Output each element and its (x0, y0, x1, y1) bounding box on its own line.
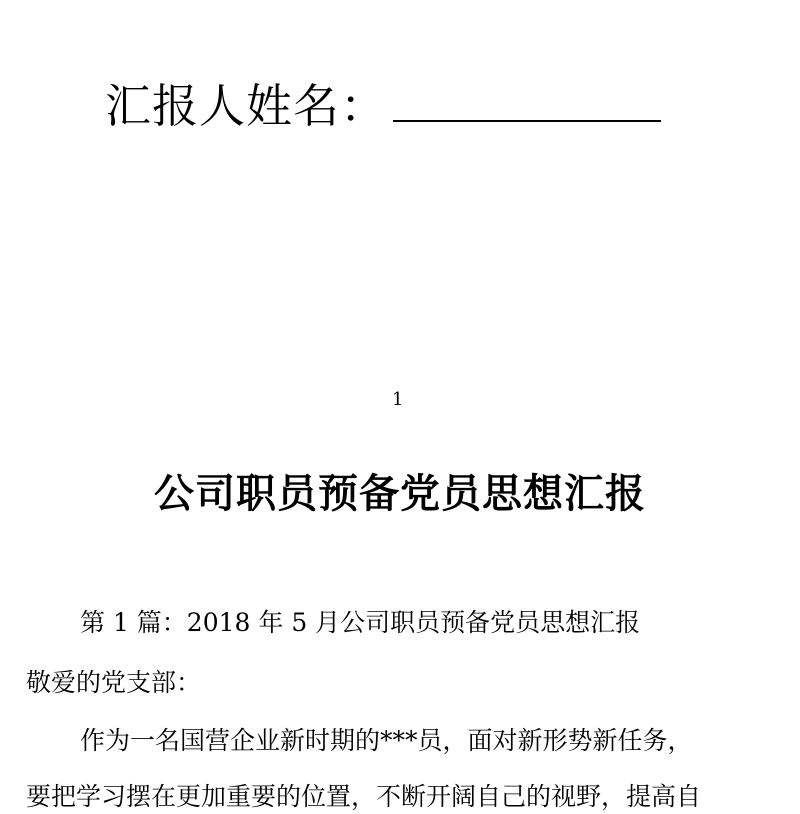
reporter-name-line (105, 78, 661, 134)
reporter-name-blank (393, 80, 661, 122)
page-number: 1 (392, 389, 404, 410)
body-paragraph-line: 作为一名国营企业新时期的***员，面对新形势新任务， (80, 726, 693, 755)
document-title: 公司职员预备党员思想汇报 (154, 470, 646, 517)
body-paragraph-line: 要把学习摆在更加重要的位置，不断开阔自己的视野，提高自 (26, 782, 702, 811)
salutation: 敬爱的党支部： (26, 668, 202, 697)
reporter-name-label: 汇报人姓名： (105, 79, 387, 133)
article-heading: 第 1 篇：2018 年 5 月公司职员预备党员思想汇报 (80, 608, 641, 637)
